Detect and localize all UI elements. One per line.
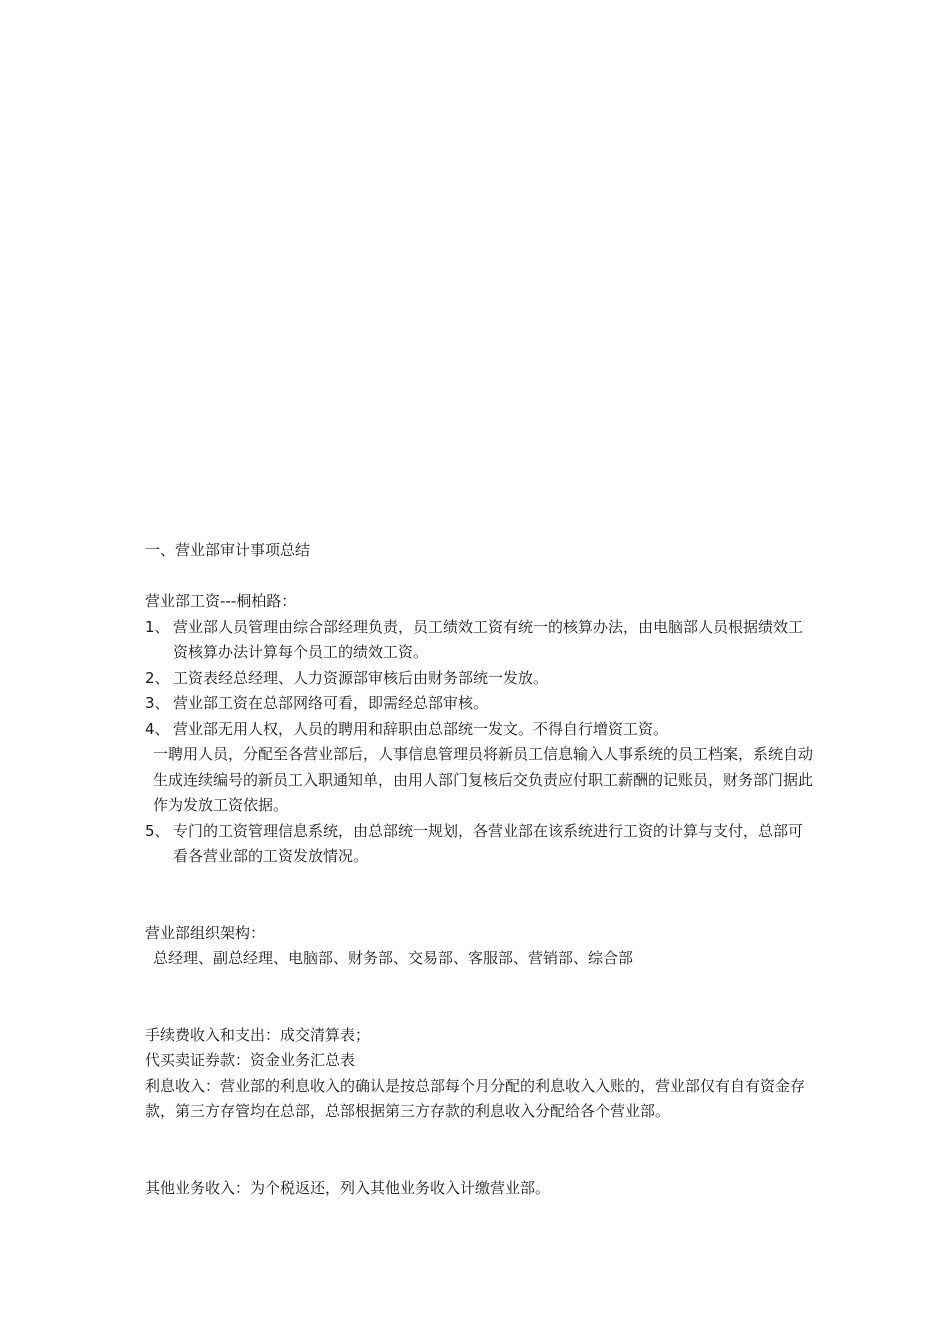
spacer <box>145 870 815 921</box>
fee-income-line: 手续费收入和支出：成交清算表； <box>145 1025 371 1044</box>
list-number: 4、 <box>145 719 170 738</box>
other-income-line: 其他业务收入：为个税返还，列入其他业务收入计缴营业部。 <box>145 1178 551 1197</box>
spacer <box>145 564 815 590</box>
salary-item-1 <box>145 615 815 666</box>
list-text: 营业部工资在总部网络可看，即需经总部审核。 <box>173 694 489 712</box>
list-text: 营业部人员管理由综合部经理负责，员工绩效工资有统一的核算办法，由电脑部人员根据绩效工资核算办法计算每个员工的绩效工资。 <box>173 617 804 661</box>
salary-item-2 <box>145 666 815 692</box>
salary-section-title: 营业部工资---桐柏路： <box>145 592 297 610</box>
document-body <box>145 538 815 1201</box>
list-number: 1、 <box>145 617 170 636</box>
salary-item-5 <box>145 819 815 870</box>
spacer <box>145 972 815 1023</box>
section-heading: 一、营业部审计事项总结 <box>145 541 311 559</box>
securities-line: 代买卖证券款：资金业务汇总表 <box>145 1051 356 1069</box>
list-text: 营业部无用人权，人员的聘用和辞职由总部统一发文。不得自行增资工资。 <box>173 719 669 738</box>
salary-item-4 <box>145 717 815 743</box>
list-text: 工资表经总经理、人力资源部审核后由财务部统一发放。 <box>173 668 549 687</box>
list-number: 3、 <box>145 694 170 712</box>
org-section-title: 营业部组织架构： <box>145 923 266 942</box>
list-text: 专门的工资管理信息系统，由总部统一规划，各营业部在该系统进行工资的计算与支付，总部可看各营业部的工资发放情况。 <box>173 821 804 865</box>
hiring-paragraph: 一聘用人员，分配至各营业部后，人事信息管理员将新员工信息输入人事系统的员工档案，系统自动生成连续编号的新员工入职通知单，由用人部门复核后交负责应付职工薪酬的记账员，财务部门据此作为发放工资依据。 <box>153 745 814 814</box>
interest-income-paragraph: 利息收入：营业部的利息收入的确认是按总部每个月分配的利息收入入账的，营业部仅有自有资金存款，第三方存管均在总部，总部根据第三方存款的利息收入分配给各个营业部。 <box>145 1076 806 1120</box>
list-number: 5、 <box>145 821 170 840</box>
spacer <box>145 1125 815 1176</box>
salary-item-3 <box>145 691 815 717</box>
list-number: 2、 <box>145 668 170 687</box>
org-departments: 总经理、副总经理、电脑部、财务部、交易部、客服部、营销部、综合部 <box>153 949 634 967</box>
